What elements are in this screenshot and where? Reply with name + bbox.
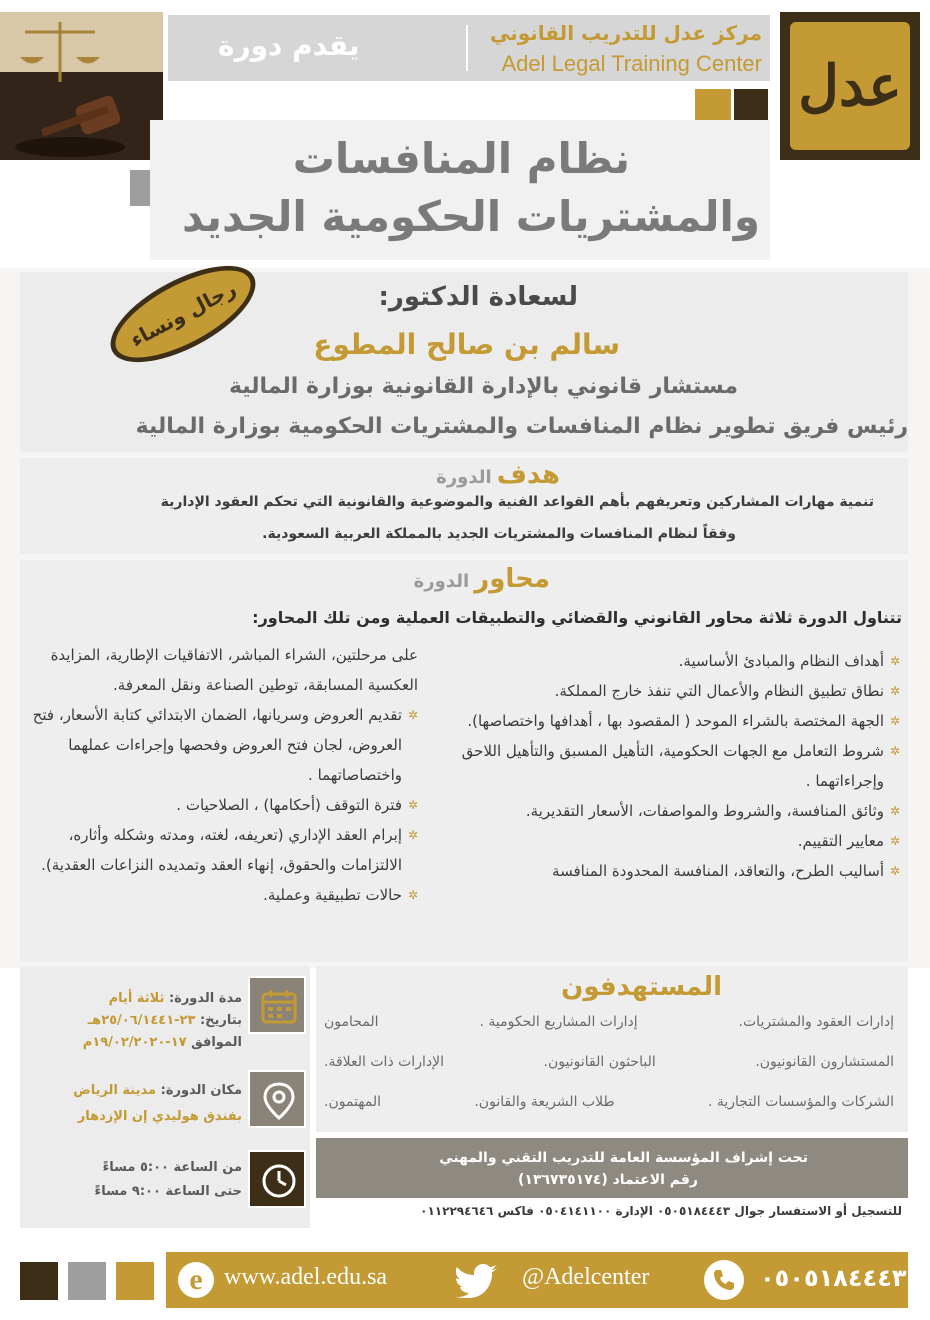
- location-pin-icon: [248, 1070, 306, 1128]
- targets-row: [324, 1014, 894, 1054]
- goal-section: [20, 458, 908, 554]
- axes-section: [20, 560, 908, 962]
- website-link[interactable]: www.adel.edu.sa: [224, 1264, 388, 1290]
- supervision-line2: رقم الاعتماد (١٣٦٧٣٥١٧٤): [518, 1172, 698, 1188]
- targets-grid: [324, 1014, 894, 1134]
- header-bar: [168, 15, 770, 81]
- audience-badge-text: رجال ونساء: [126, 276, 240, 352]
- target-item: إدارات المشاريع الحكومية .: [479, 1014, 638, 1030]
- clock-icon: [248, 1150, 306, 1208]
- goal-heading-b: الدورة: [436, 467, 492, 488]
- instructor-role1: مستشار قانوني بالإدارة القانونية بوزارة المالية: [228, 374, 738, 399]
- target-item: طلاب الشريعة والقانون.: [474, 1094, 615, 1110]
- axes-item: ✲ حالات تطبيقية وعملية.: [28, 880, 418, 910]
- gavel-illustration: [0, 12, 163, 160]
- presents-text: يقدم دورة: [218, 29, 360, 62]
- target-item: الشركات والمؤسسات التجارية .: [707, 1094, 894, 1110]
- axes-item: ✲ فترة التوقف (أحكامها) ، الصلاحيات .: [28, 790, 418, 820]
- target-item: إدارات العقود والمشتريات.: [738, 1014, 894, 1030]
- decor-square: [116, 1262, 154, 1300]
- logo-text: عدل: [798, 53, 902, 119]
- axes-left-lead: على مرحلتين، الشراء المباشر، الاتفاقيات الإطارية، المزايدة العكسية المسابقة، توطين الصناعة ونقل المعرفة.: [50, 646, 418, 694]
- targets-row: [324, 1094, 894, 1134]
- course-title-line2: والمشتريات الحكومية الجديد: [182, 192, 760, 241]
- hotel-name: بفندق هوليدي إن الإزدهار: [77, 1109, 242, 1124]
- goal-line2: وفقاً لنظام المنافسات والمشتريات الجديد بالمملكة العربية السعودية.: [262, 526, 736, 542]
- instructor-role2: رئيس فريق تطوير نظام المنافسات والمشتريات الحكومية بوزارة المالية: [135, 414, 908, 439]
- place-value: مدينة الرياض: [73, 1083, 157, 1098]
- duration-value: ثلاثة أيام: [108, 991, 165, 1006]
- duration-label: مدة الدورة:: [168, 991, 242, 1006]
- place-label: مكان الدورة:: [160, 1083, 242, 1098]
- axes-item: ✲ أهداف النظام والمبادئ الأساسية.: [460, 646, 900, 676]
- date-label: بتاريخ:: [199, 1013, 242, 1028]
- axes-item: ✲ تقديم العروض وسريانها، الضمان الابتدائي كتابة الأسعار، فتح العروض، لجان فتح العروض وفحصها وإجراءات عملهما واختصاصاتهما .: [28, 700, 418, 790]
- phone-icon: [704, 1260, 744, 1300]
- axes-item: ✲ إبرام العقد الإداري (تعريفه، لغته، ومدته وشكله وأثاره، الالتزامات والحقوق، إنهاء العقد وتمديده النزاعات العقدية).: [28, 820, 418, 880]
- axes-left-column: [28, 640, 418, 910]
- target-item: المستشارون القانونيون.: [755, 1054, 894, 1070]
- decor-square: [20, 1262, 58, 1300]
- phone-number[interactable]: ٠٥٠٥١٨٤٤٤٣: [760, 1264, 907, 1292]
- axes-heading-a: محاور: [474, 564, 550, 594]
- date-value: ٢٣-٢٥/٠٦/١٤٤١هـ: [87, 1013, 196, 1028]
- goal-line1: تنمية مهارات المشاركين وتعريفهم بأهم القواعد الفنية والموضوعية والقانونية التي تحكم العقود الإدارية: [160, 494, 874, 510]
- place-info: [22, 1078, 242, 1130]
- axes-heading-b: الدورة: [413, 571, 470, 592]
- twitter-handle[interactable]: @Adelcenter: [522, 1264, 650, 1290]
- duration-info: [22, 988, 242, 1054]
- course-title-line1: نظام المنافسات: [292, 134, 630, 183]
- targets-section: [316, 966, 908, 1132]
- targets-row: [324, 1054, 894, 1094]
- details-panel: [20, 966, 310, 1228]
- footer-bar: [166, 1252, 908, 1308]
- supervision-section: [316, 1138, 908, 1228]
- goal-heading: [436, 460, 560, 490]
- axes-item: ✲ نطاق تطبيق النظام والأعمال التي تنفذ خارج المملكة.: [460, 676, 900, 706]
- goal-heading-a: هدف: [496, 460, 560, 490]
- gavel-image: [0, 12, 163, 160]
- decor-square: [68, 1262, 106, 1300]
- target-item: الباحثون القانونيون.: [543, 1054, 656, 1070]
- axes-item: ✲ وثائق المنافسة، والشروط والمواصفات، الأسعار التقديرية.: [460, 796, 900, 826]
- greg-label: الموافق: [191, 1035, 242, 1050]
- axes-heading: [414, 564, 550, 594]
- instructor-prefix: لسعادة الدكتور:: [378, 282, 578, 312]
- time-info: [22, 1156, 242, 1204]
- targets-heading: المستهدفون: [561, 972, 722, 1002]
- axes-intro: تتناول الدورة ثلاثة محاور القانوني والقضائي والتطبيقات العملية ومن تلك المحاور:: [252, 608, 902, 627]
- axes-item: ✲ الجهة المختصة بالشراء الموحد ( المقصود بها ، أهدافها واختصاصها).: [460, 706, 900, 736]
- center-name-ar: مركز عدل للتدريب القانوني: [489, 21, 762, 45]
- axes-item: ✲ أساليب الطرح، والتعاقد، المنافسة المحدودة المنافسة: [460, 856, 900, 886]
- axes-item: ✲ معايير التقييم.: [460, 826, 900, 856]
- axes-right-list: [460, 646, 900, 886]
- logo: [780, 12, 920, 160]
- target-item: المحامون: [324, 1014, 379, 1030]
- web-icon: e: [178, 1262, 214, 1298]
- instructor-name: سالم بن صالح المطوع: [313, 328, 620, 361]
- axes-item: ✲ شروط التعامل مع الجهات الحكومية، التأهيل المسبق والتأهيل اللاحق وإجراءاتهما .: [460, 736, 900, 796]
- supervision-line1: تحت إشراف المؤسسة العامة للتدريب التقني والمهني: [439, 1150, 808, 1166]
- twitter-icon: [456, 1264, 500, 1302]
- target-item: الإدارات ذات العلاقة.: [324, 1054, 444, 1070]
- axes-left-list: [28, 700, 418, 910]
- header-divider: [466, 25, 468, 71]
- title-bar: [150, 120, 770, 260]
- time-to: حتى الساعة ٩:٠٠ مساءً: [94, 1184, 242, 1199]
- target-item: المهتمون.: [324, 1094, 381, 1110]
- center-name-en: Adel Legal Training Center: [501, 51, 762, 76]
- contact-line: للتسجيل أو الاستفسار جوال ٠٥٠٥١٨٤٤٤٣ الإدارة ٠٥٠٤١٤١١٠٠ فاكس ٠١١٢٢٩٤٦٤٦: [420, 1204, 902, 1218]
- greg-value: ١٧-١٩/٠٢/٢٠٢٠م: [82, 1035, 187, 1050]
- time-from: من الساعة ٥:٠٠ مساءً: [102, 1160, 242, 1175]
- calendar-icon: [248, 976, 306, 1034]
